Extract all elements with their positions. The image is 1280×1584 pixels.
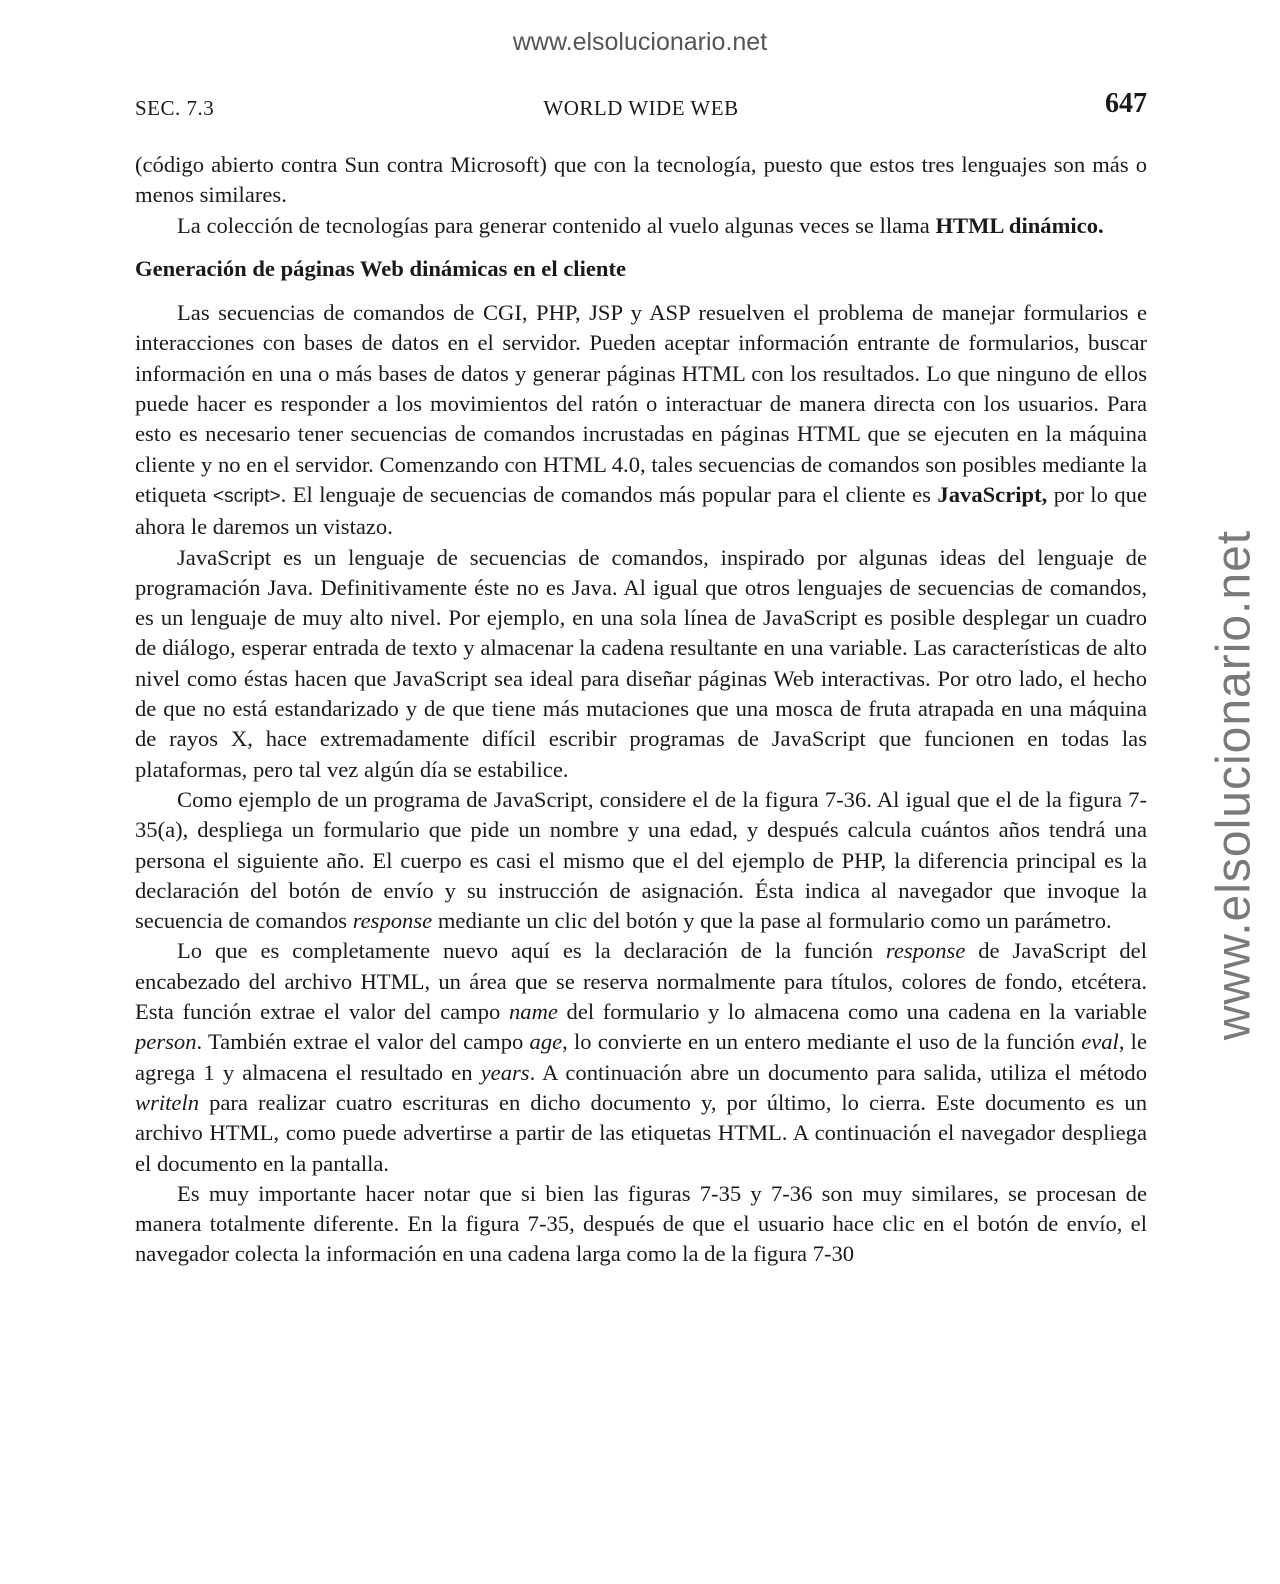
body-text [135,150,1147,1270]
page-header [135,88,1147,124]
paragraph-text: . También extrae el valor del campo [196,1029,530,1055]
running-title: WORLD WIDE WEB [543,96,739,120]
paragraph-example [135,785,1147,936]
paragraph-text: . El lenguaje de secuencias de comandos más popular para el cliente es [280,481,938,507]
italic-term: eval [1081,1029,1119,1055]
paragraph-text: del formulario y lo almacena como una cadena en la variable [557,999,1147,1025]
paragraph-text: para realizar cuatro escrituras en dicho documento y, por último, lo cierra. Este documento es un archivo HTML, como puede advertirse a partir de las etiquetas HTML. A continuación el navegador despliega el documento en la pantalla. [135,1089,1147,1176]
paragraph-text: Las secuencias de comandos de CGI, PHP, JSP y ASP resuelven el problema de manejar formularios e interacciones con bases de datos en el servidor. Pueden aceptar información entrante de formularios, buscar información en una o más bases de datos y generar páginas HTML con los resultados. Lo que ninguno de ellos puede hacer es responder a los movimientos del ratón o interactuar de manera directa con los usuarios. Para esto es necesario tener secuencias de comandos incrustadas en páginas HTML que se ejecuten en la máquina cliente y no en el servidor. Comenzando con HTML 4.0, tales secuencias de comandos son posibles mediante la etiqueta [135,300,1147,507]
paragraph-text: Lo que es completamente nuevo aquí es la declaración de la función [177,938,886,964]
paragraph-dynamic-html [135,211,1147,241]
paragraph-text: , lo convierte en un entero mediante el uso de la función [562,1029,1082,1055]
bold-term: JavaScript, [937,481,1048,507]
italic-term: response [885,938,966,964]
section-heading: Generación de páginas Web dinámicas en el cliente [135,255,626,281]
italic-term: writeln [135,1089,200,1115]
page-number: 647 [1105,88,1147,119]
italic-term: years [480,1059,530,1085]
paragraph-text: por lo que ahora le daremos un vistazo. [135,481,1147,540]
watermark-top: www.elsolucionario.net [512,28,768,56]
paragraph-text: La colección de tecnologías para generar contenido al vuelo algunas veces se llama [177,212,936,238]
paragraph-comparison [135,1179,1147,1270]
paragraph-text: (código abierto contra Sun contra Microsoft) que con la tecnología, puesto que estos tres lenguajes son más o menos similares. [135,152,1147,208]
paragraph-text: JavaScript es un lenguaje de secuencias de comandos, inspirado por algunas ideas del lenguaje de programación Java. Definitivamente éste no es Java. Al igual que otros lenguajes de secuencias de comandos, es un lenguaje de muy alto nivel. Por ejemplo, en una sola línea de JavaScript es posible desplegar un cuadro de diálogo, esperar entrada de texto y almacenar la cadena resultante en una variable. Las características de alto nivel como éstas hacen que JavaScript sea ideal para diseñar páginas Web interactivas. Por otro lado, el hecho de que no está estandarizado y de que tiene más mutaciones que una mosca de fruta atrapada en una máquina de rayos X, hace extremadamente difícil escribir programas de JavaScript que funcionen en todas las plataformas, pero tal vez algún día se estabilice. [135,544,1147,782]
script-tag: <script> [212,485,281,507]
paragraph-text: Es muy importante hacer notar que si bien las figuras 7-35 y 7-36 son muy similares, se procesan de manera totalmente diferente. En la figura 7-35, después de que el usuario hace clic en el botón de envío, el navegador colecta la información en una cadena larga como la de la figura 7-30 [135,1180,1147,1267]
paragraph-text: Como ejemplo de un programa de JavaScript, considere el de la figura 7-36. Al igual que el de la figura 7-35(a), despliega un formulario que pide un nombre y una edad, y después calcula cuántos años tendrá una persona el siguiente año. El cuerpo es casi el mismo que el del ejemplo de PHP, la diferencia principal es la declaración del botón de envío y su instrucción de asignación. Ésta indica al navegador que invoque la secuencia de comandos [135,786,1147,934]
section-label: SEC. 7.3 [135,96,215,120]
italic-term: person [135,1029,197,1055]
paragraph-text: . A continuación abre un documento para salida, utiliza el método [529,1059,1147,1085]
paragraph-continued [135,150,1147,211]
watermark-side: www.elsolucionario.net [1207,529,1261,1041]
paragraph-response-function [135,936,1147,1178]
paragraph-javascript [135,543,1147,785]
italic-term: response [352,908,433,934]
paragraph-text: , le agrega 1 y almacena el resultado en [135,1029,1147,1085]
italic-term: name [508,999,558,1025]
paragraph-client-scripts [135,298,1147,542]
bold-term: HTML dinámico. [935,212,1104,238]
paragraph-text: mediante un clic del botón y que la pase al formulario como un parámetro. [432,908,1112,934]
italic-term: age [529,1029,563,1055]
paragraph-text: de JavaScript del encabezado del archivo HTML, un área que se reserva normalmente para títulos, colores de fondo, etcétera. Esta función extrae el valor del campo [135,938,1147,1025]
